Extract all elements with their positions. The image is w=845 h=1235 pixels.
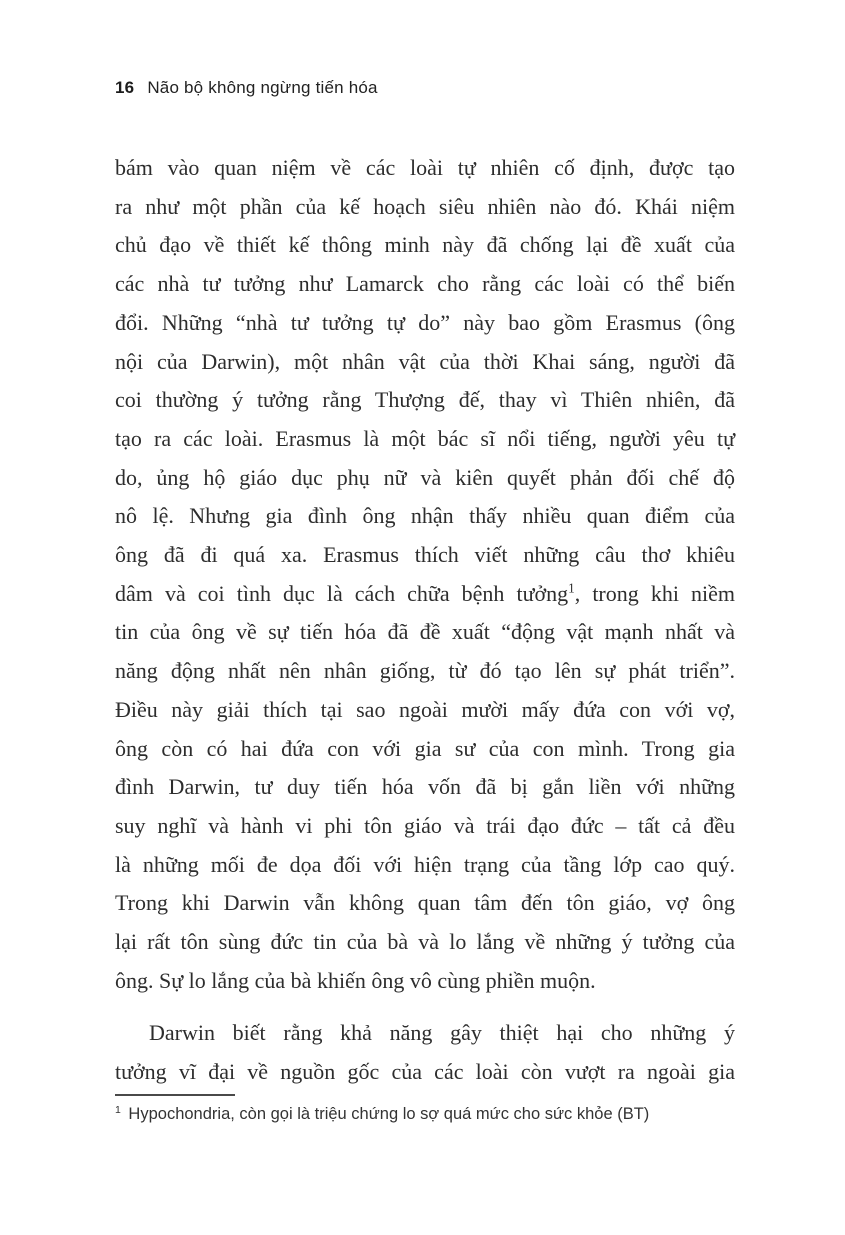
text-line: Darwin biết rằng khả năng gây thiệt hại cho những ý: [149, 1020, 735, 1046]
text-line: Trong khi Darwin vẫn không quan tâm đến tôn giáo, vợ ông: [115, 890, 735, 916]
running-header: [115, 78, 378, 98]
text-line: ông còn có hai đứa con với gia sư của con mình. Trong gia: [115, 735, 735, 761]
footnote: [115, 1103, 735, 1125]
line-segment-pre: dâm và coi tình dục là cách chữa bệnh tưởng: [115, 580, 569, 606]
paragraph-1-part-a: [115, 149, 735, 575]
text-line: coi thường ý tưởng rằng Thượng đế, thay vì Thiên nhiên, đã: [115, 387, 735, 413]
text-line: tạo ra các loài. Erasmus là một bác sĩ nổi tiếng, người yêu tự: [115, 425, 735, 451]
text-line: đình Darwin, tư duy tiến hóa vốn đã bị gắn liền với những: [115, 774, 735, 800]
line-segment-post: , trong khi niềm: [574, 580, 735, 606]
text-line: đổi. Những “nhà tư tưởng tự do” này bao gồm Erasmus (ông: [115, 309, 735, 335]
text-line: tưởng vĩ đại về nguồn gốc của các loài còn vượt ra ngoài gia: [115, 1059, 735, 1085]
text-line: ông đã đi quá xa. Erasmus thích viết những câu thơ khiêu: [115, 542, 735, 568]
text-line: là những mối đe dọa đối với hiện trạng của tầng lớp cao quý.: [115, 851, 735, 877]
text-line: suy nghĩ và hành vi phi tôn giáo và trái đạo đức – tất cả đều: [115, 812, 735, 838]
body-text: [115, 149, 735, 1092]
text-line: do, ủng hộ giáo dục phụ nữ và kiên quyết phản đối chế độ: [115, 464, 735, 490]
paragraph-1-part-b: [115, 613, 735, 1000]
text-line: ra như một phần của kế hoạch siêu nhiên nào đó. Khái niệm: [115, 193, 735, 219]
text-line: Điều này giải thích tại sao ngoài mười mấy đứa con với vợ,: [115, 696, 735, 722]
text-line-with-footnote-ref: [115, 575, 735, 614]
text-line: lại rất tôn sùng đức tin của bà và lo lắng về những ý tưởng của: [115, 929, 735, 955]
footnote-reference: 1: [568, 580, 575, 596]
footnote-text: Hypochondria, còn gọi là triệu chứng lo sợ quá mức cho sức khỏe (BT): [123, 1105, 650, 1123]
text-line: nội của Darwin), một nhân vật của thời Khai sáng, người đã: [115, 348, 735, 374]
running-title: Não bộ không ngừng tiến hóa: [147, 78, 378, 97]
text-line: chủ đạo về thiết kế thông minh này đã chống lại đề xuất của: [115, 232, 735, 258]
text-line: nô lệ. Nhưng gia đình ông nhận thấy nhiều quan điểm của: [115, 503, 735, 529]
footnote-separator: [115, 1094, 235, 1096]
text-line: năng động nhất nên nhân giống, từ đó tạo lên sự phát triển”.: [115, 658, 735, 684]
text-line: các nhà tư tưởng như Lamarck cho rằng các loài có thể biến: [115, 271, 735, 297]
text-line: tin của ông về sự tiến hóa đã đề xuất “động vật mạnh nhất và: [115, 619, 735, 645]
footnote-area: [115, 1094, 735, 1125]
text-line: bám vào quan niệm về các loài tự nhiên cố định, được tạo: [115, 155, 735, 180]
paragraph-2: [115, 1014, 735, 1091]
text-line: ông. Sự lo lắng của bà khiến ông vô cùng phiền muộn.: [115, 967, 596, 993]
page-number: 16: [115, 78, 135, 97]
footnote-marker: 1: [115, 1103, 121, 1116]
